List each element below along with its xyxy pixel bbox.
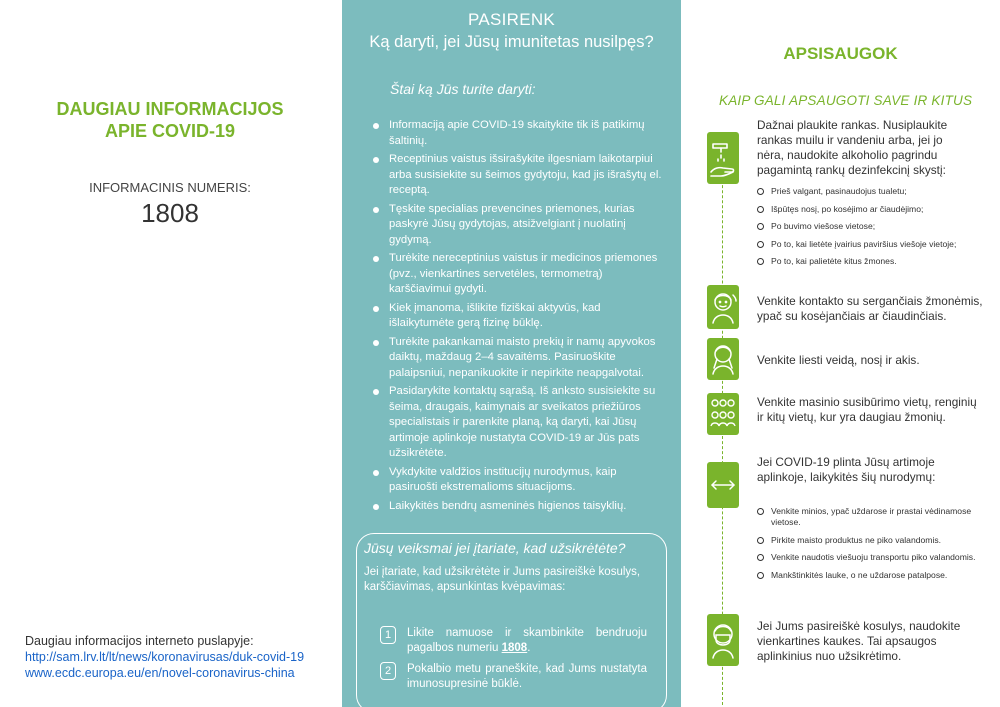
step-number-badge: 1 (380, 626, 396, 644)
left-title-line-1: DAUGIAU INFORMACIJOS (56, 99, 284, 119)
list-item: Po buvimo viešose vietose; (757, 221, 992, 232)
sick-person-icon (707, 285, 739, 329)
list-item: Tęskite specialias prevencines priemones, kurias paskyrė Jūsų gydytojas, atsižvelgiant į nuolatinį gydymą. (372, 202, 664, 249)
crowd-icon (707, 393, 739, 435)
handwashing-text: Dažnai plaukite rankas. Nusiplaukite rankas muilu ir vandeniu arba, jei jo nėra, naudokite alkoholio pagrindu pagamintą rankų dezinfekcinį skystį: (757, 118, 948, 177)
list-item: Pasidarykite kontaktų sąrašą. Iš anksto susisiekite su šeima, draugais, kaimynais ar sveikatos priežiūros specialistais ir parenkite planą, ką daryti, kai Jūsų artimoje aplinkoje nustatyta COVID-19 ar Jūs pats užsikrėtėte. (372, 384, 664, 462)
list-item: Informaciją apie COVID-19 skaitykite tik iš patikimų šaltinių. (372, 118, 664, 149)
step-2-text: Pokalbio metu praneškite, kad Jums nustatyta imunosupresinė būklė. (407, 663, 647, 690)
list-item: Receptinius vaistus išsirašykite ilgesniam laikotarpiui arba susisiekite su šeimos gydytoju, kad jis išrašytų el. receptą. (372, 152, 664, 199)
hand-washing-icon (707, 132, 739, 184)
list-item: Mankštinkitės lauke, o ne uždarose patalpose. (757, 570, 992, 581)
advice-list (372, 118, 664, 517)
avoid-crowds-text: Venkite masinio susibūrimo vietų, renginių ir kitų vietų, kur yra daugiau žmonių. (757, 395, 977, 424)
list-item: Pirkite maisto produktus ne piko valandomis. (757, 535, 992, 546)
list-item: Venkite naudotis viešuoju transportu piko valandomis. (757, 552, 992, 563)
what-to-do-heading: Štai ką Jūs turite daryti: (390, 81, 536, 97)
list-item: Turėkite pakankamai maisto prekių ir namų apyvokos daiktų, maždaug 2–4 savaitėms. Pasiruoškite palaipsniui, nepanikuokite ir nepirkite neapgalvotai. (372, 335, 664, 382)
box-intro: Jei įtariate, kad užsikrėtėte ir Jums pasireiškė kosulys, karščiavimas, apsunkintas kvėpavimas: (364, 566, 641, 593)
middle-panel (342, 0, 681, 707)
step-text (407, 626, 647, 656)
avoid-sick-text: Venkite kontakto su sergančiais žmonėmis, ypač su kosėjančiais ar čiaudinčiais. (757, 294, 983, 323)
list-item: Vykdykite valdžios institucijų nurodymus, kaip pasiruošti ekstremalioms situacijoms. (372, 465, 664, 496)
avoid-touch-text: Venkite liesti veidą, nosį ir akis. (757, 353, 920, 367)
list-item: Laikykitės bendrų asmeninės higienos taisyklių. (372, 499, 664, 515)
spread-text: Jei COVID-19 plinta Jūsų artimoje aplinkoje, laikykitės šių nurodymų: (757, 455, 936, 484)
list-item: Po to, kai palietėte kitus žmones. (757, 256, 992, 267)
distance-arrow-icon (707, 462, 739, 508)
step-1-text: Likite namuose ir skambinkite bendruoju pagalbos numeriu (407, 627, 647, 654)
list-item: Po to, kai lietėte įvairius paviršius viešoje vietoje; (757, 239, 992, 250)
handwashing-list (757, 186, 992, 274)
left-title-line-2: APIE COVID-19 (104, 121, 236, 141)
right-panel (681, 0, 1000, 707)
box-title: Jūsų veiksmai jei įtariate, kad užsikrėtėte? (364, 540, 626, 556)
face-mask-icon (707, 614, 739, 666)
left-title (0, 98, 340, 142)
middle-subtitle: Ką daryti, jei Jūsų imunitetas nusilpęs? (369, 33, 654, 51)
left-panel (0, 0, 340, 707)
step-number-badge: 2 (380, 662, 396, 680)
list-item: Turėkite nereceptinius vaistus ir medicinos priemones (pvz., vienkartines servetėles, termometrą) karščiavimui gydyti. (372, 251, 664, 298)
face-touch-icon (707, 338, 739, 380)
phone-number: 1808 (501, 642, 528, 654)
info-number-label: INFORMACINIS NUMERIS: (89, 180, 251, 195)
link-ecdc[interactable]: www.ecdc.europa.eu/en/novel-coronavirus-china (25, 666, 295, 680)
list-item: Prieš valgant, pasinaudojus tualetu; (757, 186, 992, 197)
more-info (25, 633, 304, 681)
info-number: 1808 (141, 198, 199, 228)
right-subtitle: KAIP GALI APSAUGOTI SAVE IR KITUS (719, 93, 973, 108)
middle-title: PASIRENK (467, 10, 556, 29)
list-item: Kiek įmanoma, išlikite fiziškai aktyvūs, kad išlaikytumėte gerą fizinę būklę. (372, 301, 664, 332)
step-1-end: . (527, 642, 531, 654)
right-title: APSISAUGOK (783, 44, 898, 63)
more-info-label: Daugiau informacijos interneto puslapyje: (25, 634, 254, 648)
spread-list (757, 506, 992, 587)
list-item: Venkite minios, ypač uždarose ir prastai vėdinamose vietose. (757, 506, 992, 528)
mask-text: Jei Jums pasireiškė kosulys, naudokite vienkartines kaukes. Tai apsaugos aplinkinius nuo užsikrėtimo. (757, 619, 961, 663)
link-sam[interactable]: http://sam.lrv.lt/lt/news/koronavirusas/duk-covid-19 (25, 650, 305, 664)
list-item: Išpūtęs nosį, po kosėjimo ar čiaudėjimo; (757, 204, 992, 215)
